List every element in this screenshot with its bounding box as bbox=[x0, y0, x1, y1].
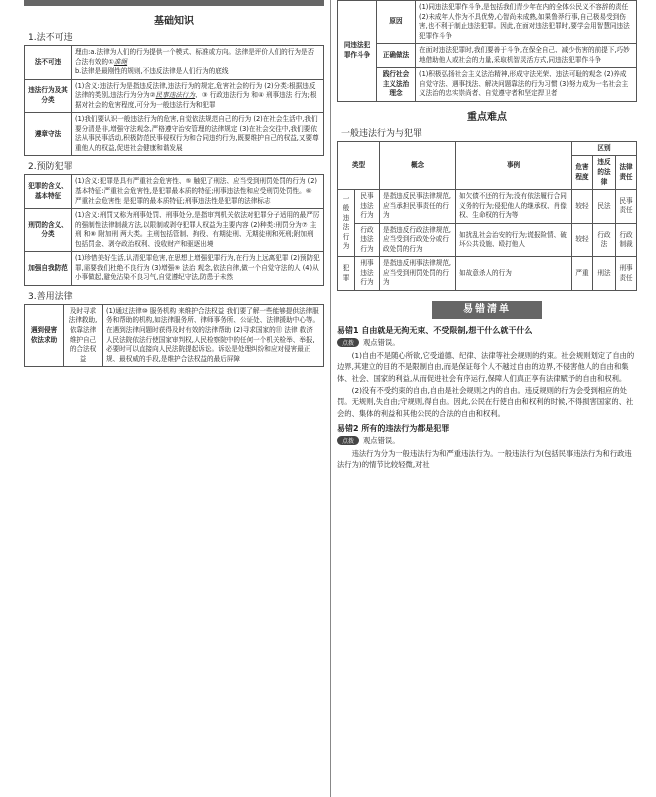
crime-table bbox=[24, 174, 324, 285]
row-content: (1)通过法律⑩ 服务机构 来维护合法权益 我们要了解一些能够提供法律服务和帮助的机构,如法律服务所、律师事务所、公证处、法律援助中心等。在遇到法律问题时获得及时有效的法律帮助 (2)寻求国家的⑪ 法律 救济 人民法院依法行使国家审判权,人民检察院中的任何一个机关检举、举报,必要时可以直接向人民法院提起诉讼。诉讼是处理纠纷和应对侵害最正规、最权威的手段,是维护合法权益的最后屏障 bbox=[103, 304, 324, 366]
type-cell: 行政违法行为 bbox=[355, 223, 380, 257]
error-1-title: 易错1 自由就是无拘无束、不受限制,想干什么就干什么 bbox=[337, 326, 533, 336]
degree-cell: 较轻 bbox=[572, 190, 593, 224]
law-cell: 民法 bbox=[592, 190, 615, 224]
col-type: 类型 bbox=[338, 141, 380, 189]
outer-header: 同违法犯罪作斗争 bbox=[338, 1, 377, 102]
type-cell: 民事违法行为 bbox=[355, 190, 380, 224]
row-header: 践行社会主义法治理念 bbox=[377, 68, 416, 102]
compare-table bbox=[337, 141, 637, 291]
error-2-title: 易错2 所有的违法行为都是犯罪 bbox=[337, 423, 450, 433]
col-degree: 危害程度 bbox=[572, 156, 593, 190]
row-header: 犯罪的含义、基本特征 bbox=[25, 175, 72, 209]
example-cell: 如扰乱社会治安的行为;谎报险情、破坏公共设施、殴打他人 bbox=[456, 223, 572, 257]
table-row bbox=[25, 175, 324, 209]
row-header: 遇到侵害依法求助 bbox=[25, 304, 64, 366]
row-content: (1)同违法犯罪作斗争,是包括我们青少年在内的全体公民义不容辞的责任 (2)未成年人作为不具优势,心智尚未成熟,如果鲁莽行事,自己极易受到伤害,也不利于制止违法犯罪。因此,在面对违法犯罪时,要学会用智慧同违法犯罪作斗争 bbox=[416, 1, 637, 44]
top-bar bbox=[24, 0, 324, 6]
col-diff: 区别 bbox=[572, 141, 637, 156]
outer-header: 犯罪 bbox=[338, 257, 355, 291]
right-column bbox=[337, 0, 637, 471]
row-content: (1)含义:刑罚又称为刑事处罚、刑事处分,是指审判机关依法对犯罪分子适用的最严厉的强制性法律制裁方法,以限制或剥夺犯罪人权益为主要内容 (2)种类:刑罚分为⑦ 主刑 和⑧ 附加刑 两大类。主刑包括管制、拘役、有期徒刑、无期徒刑和死刑;附加刑包括罚金、剥夺政治权利、没收财产和驱逐出境 bbox=[72, 209, 324, 252]
table-row bbox=[25, 252, 324, 286]
type-cell: 刑事违法行为 bbox=[355, 257, 380, 291]
error-list-banner: 易错清单 bbox=[432, 301, 542, 319]
row-header: 加强自我防范 bbox=[25, 252, 72, 286]
degree-cell: 严重 bbox=[572, 257, 593, 291]
table-row bbox=[338, 223, 637, 257]
row-content: (1)我们要认识一般违法行为的危害,自觉依法规范自己的行为 (2)在社会生活中,我们要分清是非,增强守法观念,严格遵守治安管理的法律规定 (3)在社会交往中,我们要依法从事民事活动,积极防范民事侵权行为和合同违约行为,既要维护自己的权益,又要尊重他人的权益,促进社会健康和谐发展 bbox=[72, 113, 324, 156]
table-row bbox=[25, 209, 324, 252]
subsection-title: 1.法不可违 bbox=[28, 33, 73, 43]
row-subheader: 及时寻求法律救助,依靠法律维护自己的合法权益 bbox=[64, 304, 103, 366]
row-header: 原因 bbox=[377, 1, 416, 44]
column-divider bbox=[330, 0, 331, 797]
subsection-title: 3.善用法律 bbox=[28, 291, 73, 302]
row-content: (1)积极弘扬社会主义法治精神,形成守法光荣、违法可耻的观念 (2)养成自觉守法、遇事找法、解决问题靠法的行为习惯 (3)努力成为一名社会主义法治的忠实崇尚者、自觉遵守者和坚定捍卫者 bbox=[416, 68, 637, 102]
table-row bbox=[25, 79, 324, 113]
row-header: 法不可违 bbox=[25, 46, 72, 80]
key-subtitle: 一般违法行为与犯罪 bbox=[341, 128, 423, 139]
example-cell: 如故意杀人的行为 bbox=[456, 257, 572, 291]
note-line: 点拨 观点错误。 bbox=[337, 338, 637, 348]
responsibility-cell: 刑事责任 bbox=[616, 257, 637, 291]
law-cell: 刑法 bbox=[592, 257, 615, 291]
fight-crime-table bbox=[337, 0, 637, 102]
table-row bbox=[338, 257, 637, 291]
table-row bbox=[25, 113, 324, 156]
row-content: 在面对违法犯罪时,我们要善于斗争,在保全自己、减少伤害的前提下,巧妙地借助他人或社会的力量,采取机智灵活方式,同违法犯罪作斗争 bbox=[416, 44, 637, 68]
row-header: 违法行为及其分类 bbox=[25, 79, 72, 113]
tip-tag: 点拨 bbox=[337, 436, 359, 445]
use-law-table bbox=[24, 304, 324, 367]
header-row bbox=[338, 141, 637, 156]
table-row bbox=[338, 68, 637, 102]
responsibility-cell: 行政制裁 bbox=[616, 223, 637, 257]
degree-cell: 较轻 bbox=[572, 223, 593, 257]
concept-cell: 是指违反行政法律规范,应当受到行政处分或行政处罚的行为 bbox=[380, 223, 456, 257]
col-responsibility: 法律责任 bbox=[616, 156, 637, 190]
col-law: 违反的法律 bbox=[592, 156, 615, 190]
paragraph: (2)没有不受约束的自由,自由是社会规则之内的自由。违反规则的行为会受到相应的处罚。无规则,失自由;守规则,得自由。因此,公民在行使自由和权利的时候,不得损害国家的、社会的、集体的利益和其他公民的合法的自由和权利。 bbox=[337, 385, 634, 418]
row-content: (1)含义:违法行为是指违反法律,违法行为的规定,危害社会的行为 (2)分类:根据违反法律的类别,违法行为分为②民事违法行为、③ 行政违法行为 和④ 刑事违法 行为;根据对社会的危害程度,可分为一般违法行为和犯罪 bbox=[72, 79, 324, 113]
concept-cell: 是指违反民事法律规范,应当承担民事责任的行为 bbox=[380, 190, 456, 224]
table-row bbox=[25, 46, 324, 80]
section-title: 基础知识 bbox=[154, 16, 194, 27]
col-concept: 概念 bbox=[380, 141, 456, 189]
table-row bbox=[25, 304, 324, 366]
row-header: 刑罚的含义、分类 bbox=[25, 209, 72, 252]
row-header: 遵章守法 bbox=[25, 113, 72, 156]
law-table bbox=[24, 45, 324, 156]
table-row bbox=[338, 190, 637, 224]
left-column bbox=[24, 0, 324, 367]
note-line: 点拨 观点错误。 bbox=[337, 436, 637, 446]
row-content: (1)含义:犯罪是具有严重社会危害性、⑤ 触犯了刑法、应当受到刑罚处罚的行为 (2)基本特征:严重社会危害性,是犯罪最本质的特征;刑事违法性和应受刑罚处罚性。⑥ 严重社会危害性 是犯罪的最本质特征;刑事违法性是犯罪的法律标志 bbox=[72, 175, 324, 209]
outer-header: 一般违法行为 bbox=[338, 190, 355, 257]
law-cell: 行政法 bbox=[592, 223, 615, 257]
table-row bbox=[338, 1, 637, 44]
row-content: (1)珍惜美好生活,认清犯罪危害,在思想上增强犯罪行为,在行为上远离犯罪 (2)预防犯罪,需要我们杜绝不良行为 (3)增强⑨ 法治 观念,依法自律,做一个自觉守法的人 (4)从小事做起,避免沾染不良习气,自觉遵纪守法,防患于未然 bbox=[72, 252, 324, 286]
example-cell: 如欠债不还的行为;没有依法履行合同义务的行为;侵犯他人的继承权、肖像权、生命权的行为等 bbox=[456, 190, 572, 224]
table-row bbox=[338, 44, 637, 68]
subsection-title: 2.预防犯罪 bbox=[28, 162, 73, 173]
paragraph: (1)自由不是随心所欲,它受道德、纪律、法律等社会规则的约束。社会规则划定了自由的边界,其建立的目的不是限制自由,而是保证每个人不越过自由的边界,不侵害他人的自由和集体、社会、国家的利益,从而促进社会有序运行,保障人们真正享有法律赋予的自由和权利。 bbox=[337, 351, 635, 383]
responsibility-cell: 民事责任 bbox=[616, 190, 637, 224]
row-header: 正确做法 bbox=[377, 44, 416, 68]
row-content: 理由:a.法律为人们的行为提供一个模式、标准或方向。法律是评价人们的行为是否合法有效的①准绳 b.法律是最刚性的规则,不违反法律是人们行为的底线 bbox=[72, 46, 324, 80]
col-example: 事例 bbox=[456, 141, 572, 189]
paragraph: 违法行为分为一般违法行为和严重违法行为。一般违法行为(包括民事违法行为和行政违法行为)的情节比较轻微,对社 bbox=[337, 448, 632, 470]
concept-cell: 是指违反刑事法律规范,应当受到刑罚处罚的行为 bbox=[380, 257, 456, 291]
tip-tag: 点拨 bbox=[337, 338, 359, 347]
key-title: 重点难点 bbox=[467, 111, 507, 123]
